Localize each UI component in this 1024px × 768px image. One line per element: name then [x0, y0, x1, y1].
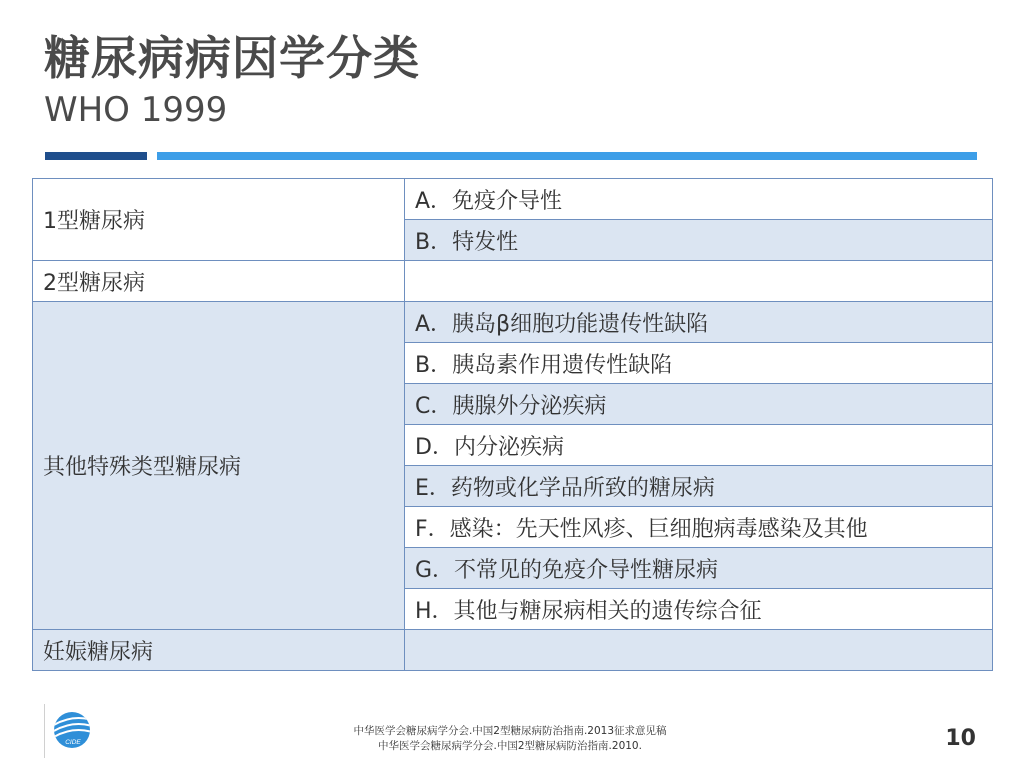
classification-table — [32, 178, 993, 671]
page-number: 10 — [945, 726, 976, 751]
accent-bar-light — [157, 152, 977, 160]
logo-text: CIDE — [65, 739, 81, 746]
cide-logo-icon — [52, 710, 92, 750]
subtype-cell: C．胰腺外分泌疾病 — [405, 384, 993, 425]
subtype-cell: H．其他与糖尿病相关的遗传综合征 — [405, 589, 993, 630]
footer-divider — [44, 704, 45, 758]
subtype-cell-empty — [405, 261, 993, 302]
subtype-cell: G．不常见的免疫介导性糖尿病 — [405, 548, 993, 589]
subtype-cell: A．胰岛β细胞功能遗传性缺陷 — [405, 302, 993, 343]
table-row — [33, 302, 993, 343]
category-gestational: 妊娠糖尿病 — [33, 630, 405, 671]
references — [300, 724, 720, 754]
table-row — [33, 179, 993, 220]
reference-line: 中华医学会糖尿病学分会.中国2型糖尿病防治指南.2010. — [378, 740, 642, 752]
subtype-cell: B．胰岛素作用遗传性缺陷 — [405, 343, 993, 384]
table-row — [33, 630, 993, 671]
subtype-cell: B．特发性 — [405, 220, 993, 261]
category-other-specific: 其他特殊类型糖尿病 — [33, 302, 405, 630]
slide-title: 糖尿病病因学分类 — [44, 31, 420, 85]
subtype-cell: E．药物或化学品所致的糖尿病 — [405, 466, 993, 507]
subtype-cell: D．内分泌疾病 — [405, 425, 993, 466]
category-type2: 2型糖尿病 — [33, 261, 405, 302]
accent-bar-dark — [45, 152, 147, 160]
category-type1: 1型糖尿病 — [33, 179, 405, 261]
subtype-cell: F．感染：先天性风疹、巨细胞病毒感染及其他 — [405, 507, 993, 548]
slide-subtitle: WHO 1999 — [44, 90, 228, 130]
subtype-cell: A．免疫介导性 — [405, 179, 993, 220]
table-row — [33, 261, 993, 302]
reference-line: 中华医学会糖尿病学分会.中国2型糖尿病防治指南.2013征求意见稿 — [353, 725, 667, 737]
subtype-cell-empty — [405, 630, 993, 671]
